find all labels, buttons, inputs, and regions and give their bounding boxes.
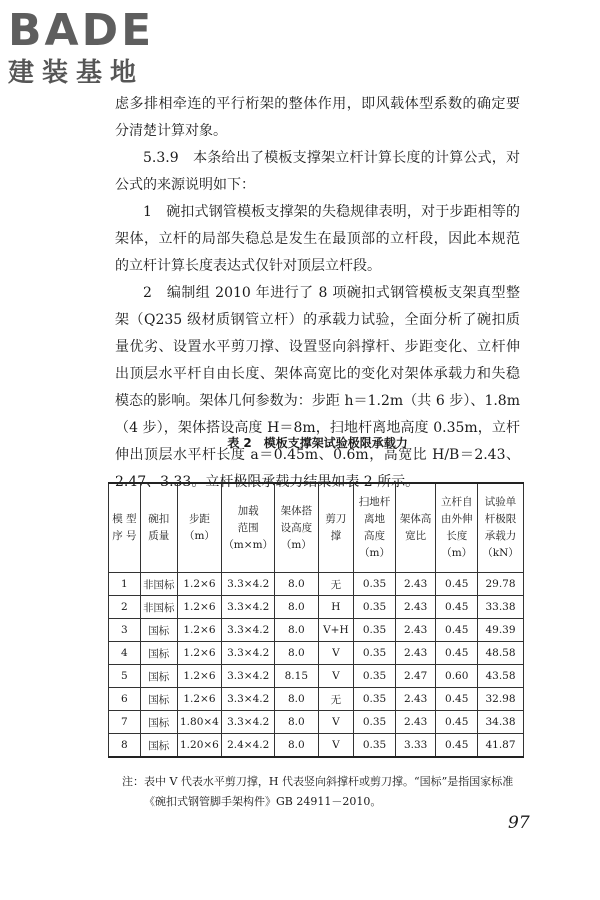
table-cell: 3.33 [395,734,436,758]
header-cell: 模 型 序 号 [109,483,141,573]
table-cell: 1.2×6 [177,573,222,596]
table-cell: V [318,711,354,734]
table-cell: 1.2×6 [177,596,222,619]
header-cell: 扫地杆 离地 高度 （m） [354,483,396,573]
table-row [109,573,524,596]
note-line-2: 《碗扣式钢管脚手架构件》GB 24911－2010。 [144,795,382,808]
header-cell: 碗扣 质量 [140,483,177,573]
table-cell: 1.80×4 [177,711,222,734]
header-cell: 步距 （m） [177,483,222,573]
brand-logo [8,6,154,88]
table-cell: 国标 [140,688,177,711]
table-cell: 2.43 [395,596,436,619]
table-cell: 0.45 [436,619,478,642]
table-cell: 0.45 [436,734,478,758]
table-cell: 非国标 [140,596,177,619]
table-cell: 2.43 [395,711,436,734]
page-number: 97 [508,813,530,833]
table-cell: 3.3×4.2 [222,665,275,688]
table-caption: 表 2 模板支撑架试验极限承载力 [227,436,408,450]
table-cell: 3 [109,619,141,642]
logo-word: BADE [8,5,155,56]
table-cell: 3.3×4.2 [222,619,275,642]
table-row [109,619,524,642]
table-cell: 48.58 [478,642,524,665]
table-cell: 8 [109,734,141,758]
table-cell: V+H [318,619,354,642]
header-cell: 试验单 杆极限 承载力 （kN） [478,483,524,573]
clause-5-3-9: 5.3.9 本条给出了模板支撑架立杆计算长度的计算公式，对公式的来源说明如下： [115,150,520,193]
table-cell: V [318,734,354,758]
table-cell: 3.3×4.2 [222,642,275,665]
table-cell: 5 [109,665,141,688]
table-cell: V [318,665,354,688]
table-cell: 国标 [140,734,177,758]
header-cell: 加载 范围 （m×m） [222,483,275,573]
table-cell: 0.35 [354,573,396,596]
table-cell: 29.78 [478,573,524,596]
table-cell: 3.3×4.2 [222,688,275,711]
header-cell: 立杆自 由外伸 长度 （m） [436,483,478,573]
table-cell: 34.38 [478,711,524,734]
table-cell: 2.4×4.2 [222,734,275,758]
table-header-row [109,483,524,573]
table-cell: 43.58 [478,665,524,688]
table-cell: 33.38 [478,596,524,619]
table-cell: 0.35 [354,711,396,734]
table-cell: 41.87 [478,734,524,758]
table-cell: 2.43 [395,573,436,596]
table-cell: 8.15 [275,665,318,688]
table-cell: 2.47 [395,665,436,688]
table-cell: 国标 [140,642,177,665]
table-cell: 0.45 [436,596,478,619]
table-cell: 0.35 [354,596,396,619]
table-cell: 0.35 [354,734,396,758]
table-row [109,665,524,688]
table-cell: 4 [109,642,141,665]
table-cell: 0.35 [354,665,396,688]
table-cell: V [318,642,354,665]
table-note [122,772,522,812]
table-cell: 6 [109,688,141,711]
table-cell: 2.43 [395,619,436,642]
table-cell: 8.0 [275,711,318,734]
table-cell: 0.35 [354,688,396,711]
header-cell: 架体搭 设高度 （m） [275,483,318,573]
table-row [109,711,524,734]
table-cell: 国标 [140,711,177,734]
table-cell: 非国标 [140,573,177,596]
table-cell: 3.3×4.2 [222,596,275,619]
table-cell: 32.98 [478,688,524,711]
header-cell: 架体高 宽比 [395,483,436,573]
table-cell: 1 [109,573,141,596]
table-cell: 0.45 [436,688,478,711]
table-cell: 8.0 [275,619,318,642]
table-cell: 0.45 [436,711,478,734]
table-cell: 无 [318,573,354,596]
table-row [109,642,524,665]
table-cell: 3.3×4.2 [222,573,275,596]
table-row [109,734,524,758]
table-cell: 无 [318,688,354,711]
table-cell: 2.43 [395,688,436,711]
table-body [109,573,524,758]
table-cell: 1.20×6 [177,734,222,758]
table-cell: 0.35 [354,619,396,642]
table-row [109,596,524,619]
table-cell: 1.2×6 [177,665,222,688]
table-cell: 2 [109,596,141,619]
table-cell: 7 [109,711,141,734]
table-row [109,688,524,711]
note-line-1: 注：表中 V 代表水平剪刀撑，H 代表竖向斜撑杆或剪刀撑。“国标”是指国家标准 [122,775,514,788]
table-cell: 1.2×6 [177,688,222,711]
load-capacity-table [108,482,524,758]
table-cell: 49.39 [478,619,524,642]
table-cell: H [318,596,354,619]
table-cell: 1.2×6 [177,619,222,642]
table-cell: 8.0 [275,734,318,758]
header-cell: 剪刀 撑 [318,483,354,573]
table-cell: 0.45 [436,573,478,596]
paragraph-item-2: 2 编制组 2010 年进行了 8 项碗扣式钢管模板支架真型整架（Q235 级材质钢管立杆）的承载力试验，全面分析了碗扣质量优劣、设置水平剪刀撑、设置竖向斜撑杆、步距变化、立杆伸出顶层水平杆自由长度、架体高宽比的变化对架体承载力和失稳模态的影响。架体几何参数为：步距 h＝1.2m（共 6 步）、1.8m（4 步），架体搭设高度 H＝8m，扫地杆离地高度 0.35m，立杆伸出顶层水平杆长度 a＝0.45m、0.6m，高宽比 H/B＝2.43、2.47、3.33。立杆极限承载力结果如表 2 所示。 [115,285,520,490]
table-cell: 8.0 [275,688,318,711]
table-cell: 0.35 [354,642,396,665]
table-cell: 0.45 [436,642,478,665]
logo-subtitle: 建装基地 [8,58,145,88]
table-cell: 8.0 [275,573,318,596]
table-cell: 2.43 [395,642,436,665]
table-cell: 国标 [140,665,177,688]
table-cell: 1.2×6 [177,642,222,665]
table-cell: 0.60 [436,665,478,688]
table-cell: 3.3×4.2 [222,711,275,734]
paragraph-continuation: 虑多排相牵连的平行桁架的整体作用，即风载体型系数的确定要分清楚计算对象。 [115,96,520,139]
table-cell: 国标 [140,619,177,642]
paragraph-item-1: 1 碗扣式钢管模板支撑架的失稳规律表明，对于步距相等的架体，立杆的局部失稳总是发生在最顶部的立杆段，因此本规范的立杆计算长度表达式仅针对顶层立杆段。 [115,204,520,274]
table-cell: 8.0 [275,596,318,619]
table-cell: 8.0 [275,642,318,665]
